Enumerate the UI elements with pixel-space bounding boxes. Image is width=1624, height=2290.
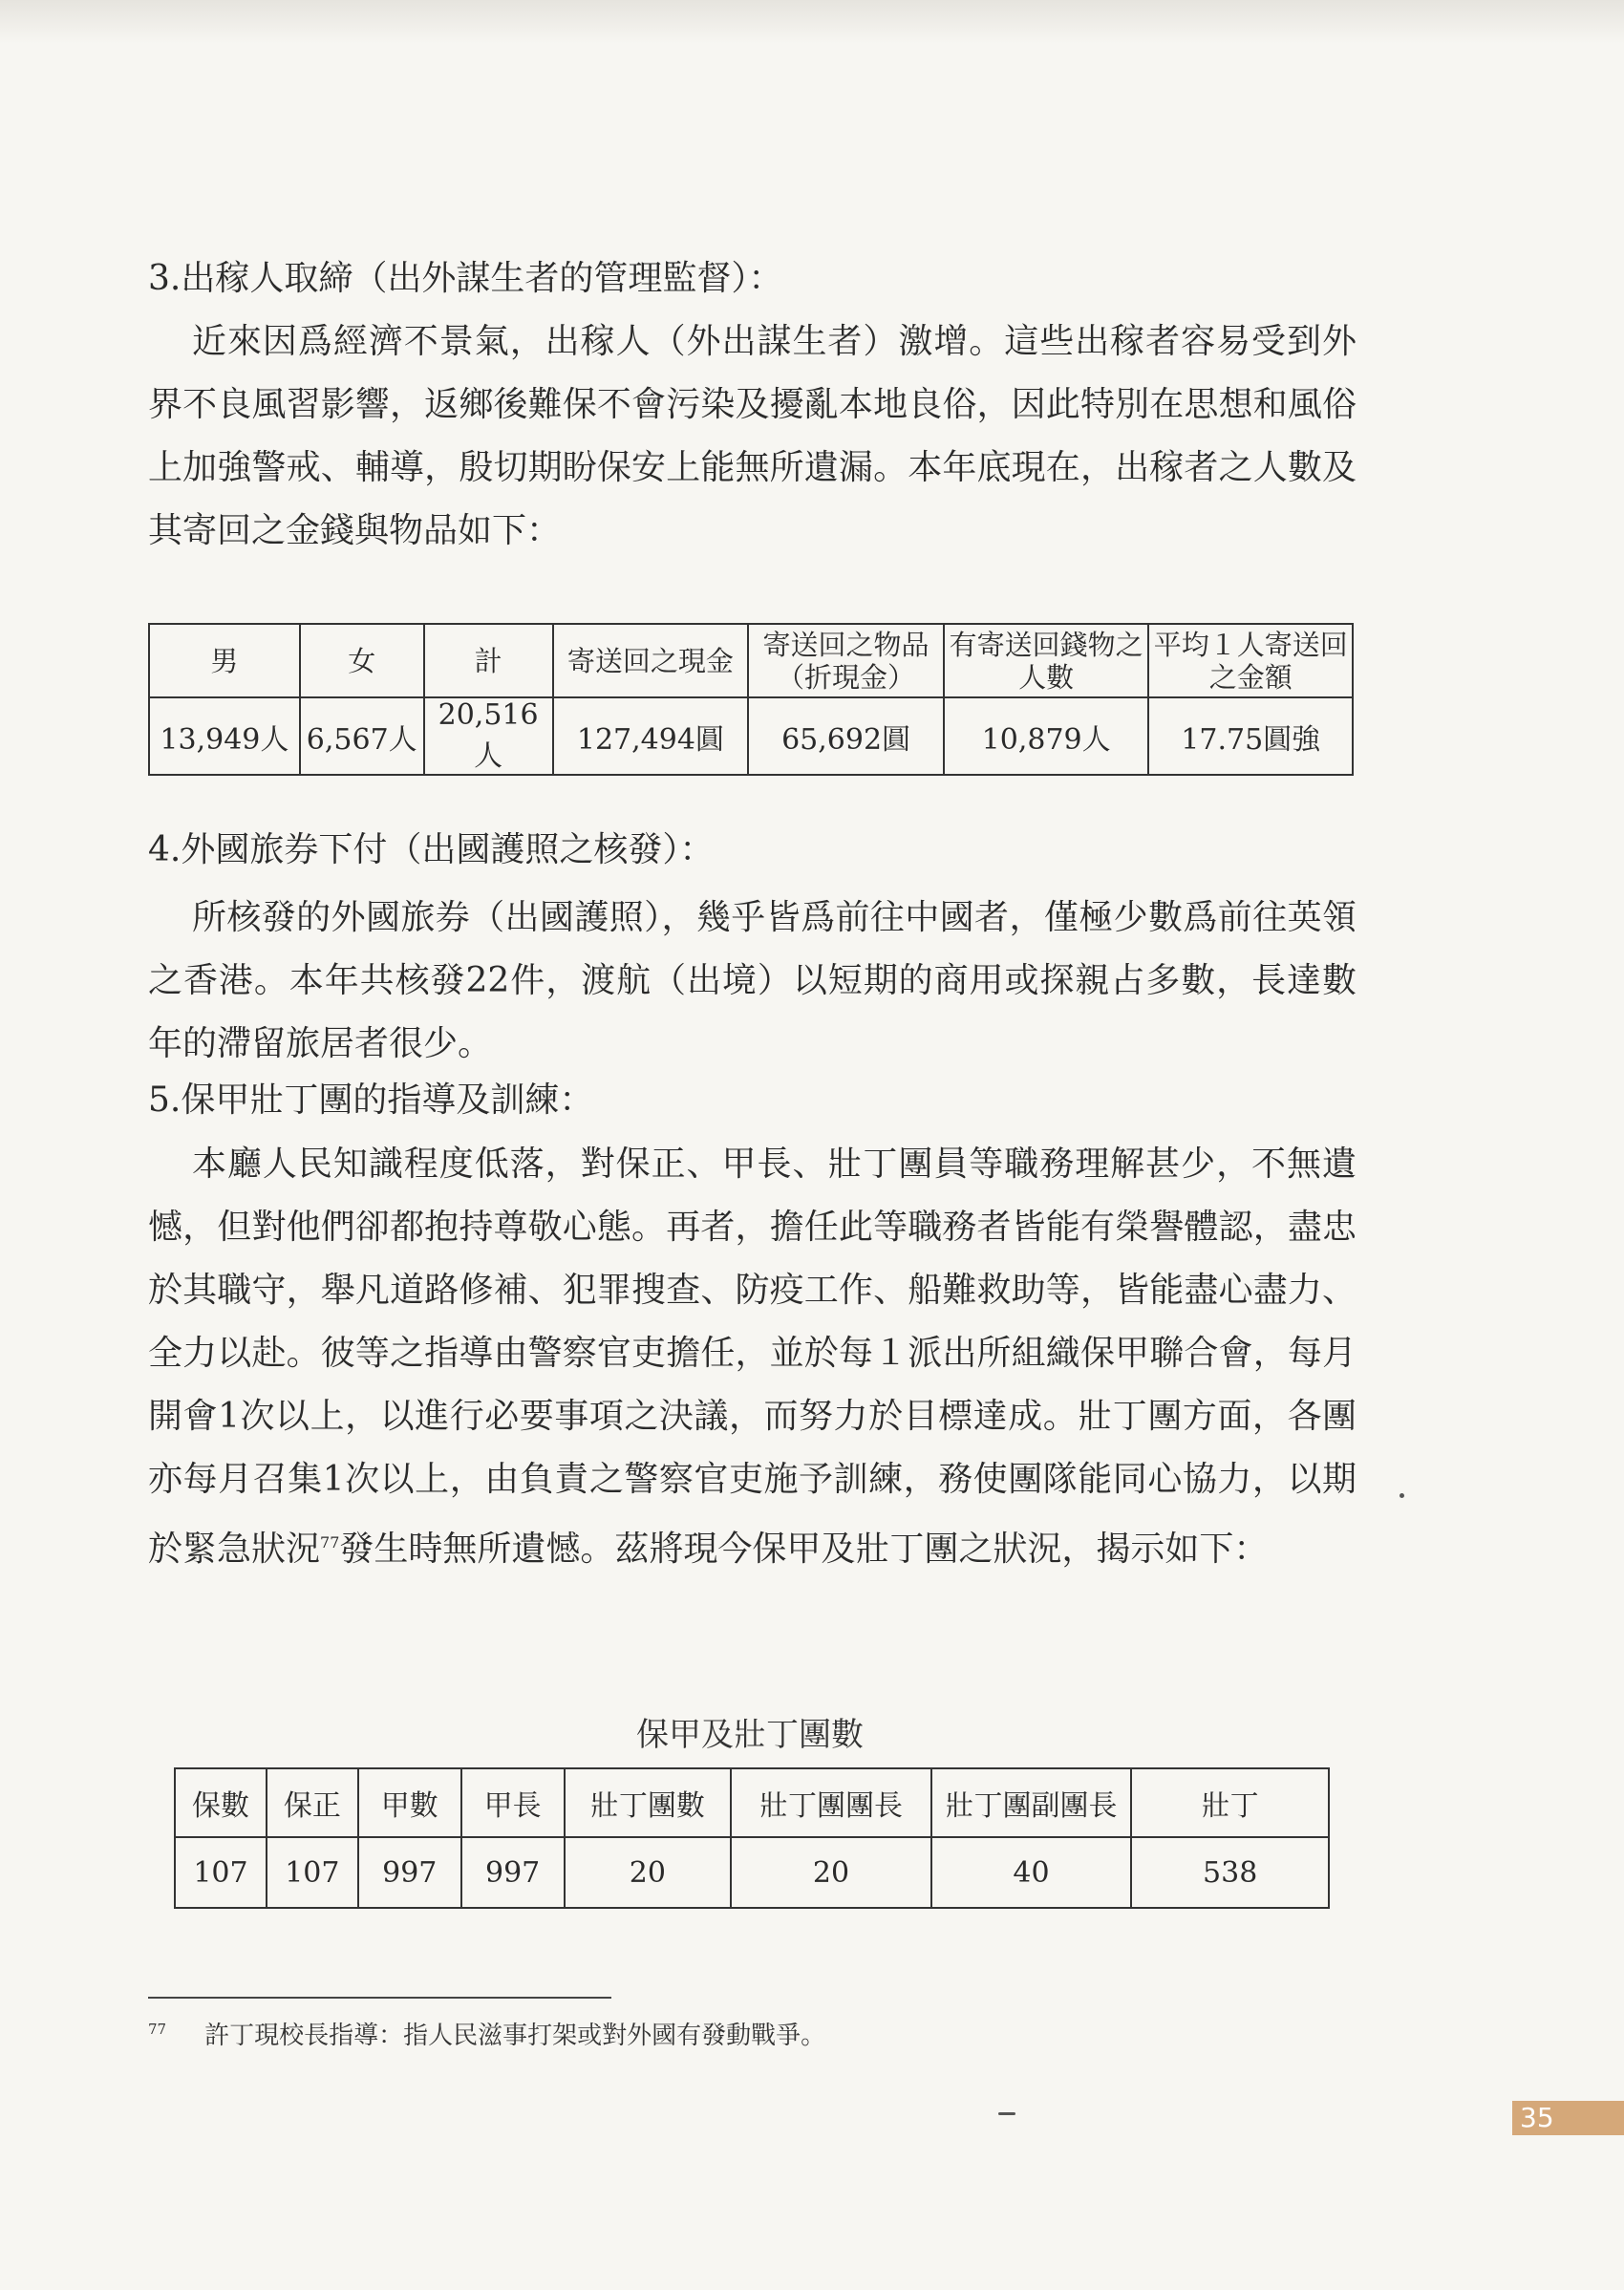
section-3-heading: 3.出稼人取締（出外謀生者的管理監督）： (148, 259, 783, 298)
section-4-body-block (148, 887, 1357, 1076)
header-cell: 壯丁團數 (565, 1768, 732, 1837)
scan-top-band (0, 0, 1624, 44)
section-5-body-part-2: 發生時無所遺憾。茲將現今保甲及壯丁團之狀況，揭示如下： (339, 1530, 1269, 1569)
section-3-body: 近來因爲經濟不景氣，出稼人（外出謀生者）激增。這些出稼者容易受到外界不良風習影響，返鄉後難保不會污染及擾亂本地良俗，因此特別在思想和風俗上加強警戒、輔導，殷切期盼保安上能無所遺漏。本年底現在，出稼者之人數及其寄回之金錢與物品如下： (148, 322, 1357, 550)
table-cell: 20 (731, 1837, 931, 1908)
table-header-row (149, 624, 1353, 697)
footnote-number: 77 (148, 2021, 167, 2039)
header-cell: 男 (149, 624, 300, 697)
table-cell: 20,516人 (424, 697, 553, 775)
table-cell: 13,949人 (149, 697, 300, 775)
header-cell: 計 (424, 624, 553, 697)
header-cell: 平均１人寄送回之金額 (1148, 624, 1353, 697)
table-row (175, 1837, 1329, 1908)
scan-speck (998, 2112, 1015, 2115)
table-cell: 997 (461, 1837, 565, 1908)
section-5-body (148, 1133, 1357, 1581)
baojia-table (174, 1767, 1330, 1909)
section-3 (148, 258, 1357, 300)
header-cell: 女 (300, 624, 424, 697)
section-5-heading: 5.保甲壯丁團的指導及訓練： (148, 1081, 594, 1120)
table-header-row (175, 1768, 1329, 1837)
page-number: 35 (1512, 2101, 1624, 2135)
header-cell: 寄送回之物品（折現金） (748, 624, 944, 697)
table-cell: 17.75圓強 (1148, 697, 1353, 775)
footnote (148, 2016, 825, 2051)
section-3-body-block (148, 310, 1357, 563)
section-4-body: 所核發的外國旅券（出國護照），幾乎皆爲前往中國者，僅極少數爲前往英領之香港。本年共核發22件，渡航（出境）以短期的商用或探親占多數，長達數年的滯留旅居者很少。 (148, 898, 1357, 1063)
table-cell: 65,692圓 (748, 697, 944, 775)
section-5 (148, 1080, 1357, 1122)
table-cell: 127,494圓 (553, 697, 749, 775)
table-cell: 6,567人 (300, 697, 424, 775)
header-cell: 壯丁 (1131, 1768, 1329, 1837)
header-cell: 甲數 (358, 1768, 461, 1837)
section-5-body-block (148, 1133, 1357, 1581)
header-cell: 寄送回之現金 (553, 624, 749, 697)
table-cell: 20 (565, 1837, 732, 1908)
scan-speck (1400, 1493, 1404, 1498)
table-cell: 107 (175, 1837, 267, 1908)
table-cell: 997 (358, 1837, 461, 1908)
table-cell: 40 (931, 1837, 1132, 1908)
emigrant-remittance-table (148, 623, 1354, 776)
header-cell: 保正 (267, 1768, 358, 1837)
header-cell: 壯丁團副團長 (931, 1768, 1132, 1837)
table-2-caption: 保甲及壯丁團數 (636, 1716, 864, 1754)
header-cell: 壯丁團團長 (731, 1768, 931, 1837)
section-5-body-part-1: 本廳人民知識程度低落，對保正、甲長、壯丁團員等職務理解甚少，不無遺憾，但對他們卻都抱持尊敬心態。再者，擔任此等職務者皆能有榮譽體認，盡忠於其職守，舉凡道路修補、犯罪搜查、防疫工作、船難救助等，皆能盡心盡力、全力以赴。彼等之指導由警察官吏擔任，並於每１派出所組織保甲聯合會，每月開會1次以上，以進行必要事項之決議，而努力於目標達成。壯丁團方面，各團亦每月召集1次以上，由負責之警察官吏施予訓練，務使團隊能同心協力，以期於緊急狀況 (148, 1145, 1357, 1569)
header-cell: 有寄送回錢物之人數 (944, 624, 1149, 697)
table-cell: 538 (1131, 1837, 1329, 1908)
section-4-heading: 4.外國旅券下付（出國護照之核發）： (148, 830, 715, 869)
footnote-text: 許丁現校長指導：指人民滋事打架或對外國有發動戰爭。 (204, 2022, 826, 2050)
section-4 (148, 829, 1357, 871)
footnote-ref[interactable]: 77 (320, 1533, 340, 1552)
header-cell: 保數 (175, 1768, 267, 1837)
header-cell: 甲長 (461, 1768, 565, 1837)
table-cell: 107 (267, 1837, 358, 1908)
table-cell: 10,879人 (944, 697, 1149, 775)
table-row (149, 697, 1353, 775)
footnote-divider (148, 1997, 611, 1999)
